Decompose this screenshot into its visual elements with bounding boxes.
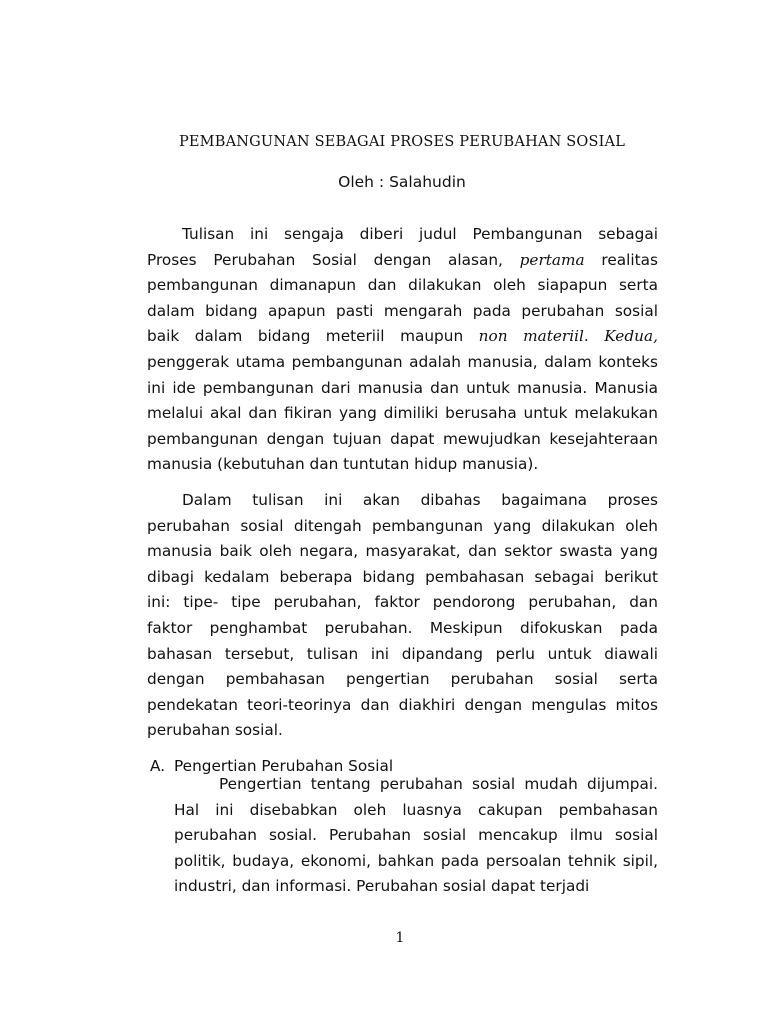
text-line [147,590,658,616]
text-line [174,772,658,798]
text-line [147,222,658,248]
text-line [147,642,658,668]
page-number: 1 [395,930,405,946]
text-line [147,693,658,719]
text-line [147,248,658,274]
text-run: Pengertian tentang perubahan sosial mudah dijumpai. [219,775,658,793]
text-run: manusia (kebutuhan dan tuntutan hidup manusia). [147,455,539,474]
text-run: Hal ini disebabkan oleh luasnya cakupan pembahasan [174,800,658,819]
text-run: Tulisan ini sengaja diberi judul Pembangunan sebagai [182,225,658,243]
text-run: pembangunan dimanapun dan dilakukan oleh siapapun serta [147,276,658,295]
text-run: pendekatan teori-teorinya dan diakhiri dengan mengulas mitos [147,695,658,714]
text-line [174,849,658,875]
text-run: politik, budaya, ekonomi, bahkan pada persoalan tehnik sipil, [174,851,658,870]
text-run: perubahan sosial. Perubahan sosial mencakup ilmu sosial [174,826,658,845]
text-run: melalui akal dan fikiran yang dimiliki berusaha untuk melakukan [147,404,658,423]
paragraph-1 [147,222,658,478]
text-run: bahasan tersebut, tulisan ini dipandang perlu untuk diawali [147,644,658,663]
text-run: industri, dan informasi. Perubahan sosial dapat terjadi [174,877,590,896]
text-line [147,452,658,478]
text-line [147,565,658,591]
text-run: dibagi kedalam beberapa bidang pembahasan sebagai berikut [147,567,658,586]
text-run: Proses Perubahan Sosial dengan alasan, [147,250,520,269]
text-run: dalam bidang apapun pasti mengarah pada perubahan sosial [147,301,658,320]
text-line [147,324,658,350]
text-line [147,376,658,402]
italic-run: non materiil. Kedua, [478,327,658,346]
text-run: baik dalam bidang meteriil maupun [147,327,479,346]
text-line [147,401,658,427]
section-heading-text: Pengertian Perubahan Sosial [174,757,394,775]
text-run: realitas [584,250,658,269]
paragraph-2 [147,488,658,744]
text-line [147,488,658,514]
text-run: pembangunan dengan tujuan dapat mewujudkan kesejahteraan [147,429,658,448]
italic-run: pertama [519,250,585,269]
text-line [147,667,658,693]
text-run: perubahan sosial ditengah pembangunan yang dilakukan oleh [147,516,658,535]
text-run: dengan pembahasan pengertian perubahan sosial serta [147,670,658,689]
text-line [147,427,658,453]
text-line [147,514,658,540]
text-run: ini ide pembangunan dari manusia dan untuk manusia. Manusia [147,378,658,397]
author-line: Oleh : Salahudin [338,173,466,191]
text-line [147,616,658,642]
text-line [147,299,658,325]
text-run: Dalam tulisan ini akan dibahas bagaimana proses [182,491,658,509]
text-line [147,273,658,299]
document-title: PEMBANGUNAN SEBAGAI PROSES PERUBAHAN SOSIAL [178,134,626,150]
text-run: manusia baik oleh negara, masyarakat, dan sektor swasta yang [147,542,658,561]
section-letter: A. [150,757,166,775]
text-run: penggerak utama pembangunan adalah manusia, dalam konteks [147,352,658,371]
text-run: perubahan sosial. [147,721,283,740]
section-a-paragraph [174,772,658,900]
text-run: faktor penghambat perubahan. Meskipun difokuskan pada [147,618,658,637]
text-line [147,539,658,565]
text-line [174,798,658,824]
text-line [147,718,658,744]
text-run: ini: tipe- tipe perubahan, faktor pendorong perubahan, dan [147,593,658,612]
text-line [174,823,658,849]
text-line [147,350,658,376]
text-line [174,874,658,900]
